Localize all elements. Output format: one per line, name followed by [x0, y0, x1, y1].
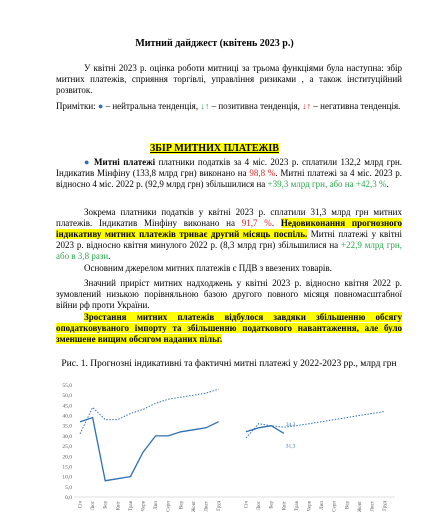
y-tick-label: 0,0: [65, 495, 72, 501]
x-tick-label-2022: Квіт: [116, 501, 122, 511]
indicative-percent-april: 91,7 %: [241, 218, 272, 228]
y-tick-label: 50,0: [62, 393, 72, 400]
customs-payments-label: Митні платежі: [94, 157, 156, 167]
p2-text-4: .: [108, 251, 111, 261]
x-tick-label-2022: Жовт: [191, 501, 197, 513]
indicative-percent-4m: 98,8 %: [249, 168, 276, 178]
x-tick-label-2022: Лют: [91, 501, 97, 511]
april-payments-paragraph: [56, 207, 402, 262]
p2-text-1: Зокрема платники податків у квітні 2023 р. сплатили 31,3 млрд грн митних платежів. Індикатив Мінфіну виконано на: [56, 207, 402, 228]
x-tick-label-2023-forecast: Черв: [307, 501, 313, 512]
x-tick-label-2022: Січ: [78, 501, 84, 509]
actual-april-label: 31,3: [285, 443, 296, 450]
y-tick-label: 30,0: [62, 433, 72, 440]
p1-text-1: платники податків за 4 міс. 2023 р. сплатили 132,2 млрд грн. Індикатив Мінфіну (133,8 млрд грн) виконано на: [56, 157, 403, 178]
growth-4m: +39,3 млрд грн, або на +42,3 %: [267, 179, 387, 189]
forecast-april-label: 34,3: [285, 422, 296, 429]
x-tick-label-2022: Лип: [154, 501, 160, 510]
neutral-bullet-icon: ●: [84, 157, 95, 167]
y-tick-label: 40,0: [62, 413, 72, 420]
y-tick-label: 35,0: [62, 423, 72, 430]
p2-text-2: .: [271, 218, 281, 228]
growth-reason-paragraph: Значний приріст митних надходжень у квітні 2023 р. відносно квітня 2022 р. зумовлений низькою порівняльною базою другого повного місяця повномасштабної війни рф проти України.: [56, 278, 402, 310]
x-tick-label-2023-forecast: Жовт: [357, 501, 363, 513]
x-tick-label-2022: Лист: [204, 501, 210, 512]
y-tick-label: 45,0: [62, 403, 72, 410]
actual-2022-line: [80, 418, 219, 481]
x-tick-label-2023-forecast: Груд: [383, 501, 389, 511]
section-heading: ЗБІР МИТНИХ ПЛАТЕЖІВ: [150, 143, 279, 154]
growth-factors-paragraph: [56, 312, 402, 345]
y-tick-label: 10,0: [62, 474, 72, 481]
x-tick-label-2022: Вер: [179, 501, 185, 510]
x-tick-label-2023-forecast: Трав: [294, 501, 300, 511]
page-title: Митний дайджест (квітень 2023 р.): [135, 38, 294, 49]
x-tick-label-2023: Квіт: [282, 501, 288, 511]
growth-april: +22,9 млрд грн, або в 3,8 рази: [56, 240, 402, 261]
negative-text: – негативна тенденція.: [311, 101, 401, 111]
neutral-dot-icon: ●: [97, 101, 104, 111]
x-tick-label-2022: Серп: [166, 501, 172, 512]
customs-payments-paragraph: [56, 157, 402, 190]
vat-paragraph: Основним джерелом митних платежів є ПДВ з ввезених товарів.: [84, 263, 332, 273]
y-tick-label: 15,0: [62, 464, 72, 471]
x-tick-label-2023-forecast: Вер: [345, 501, 351, 510]
y-tick-label: 20,0: [62, 454, 72, 461]
x-tick-label-2023-forecast: Серп: [332, 501, 338, 512]
growth-factors-highlight: Зростання митних платежів відбулося завдяки збільшенню обсягу оподатковуваного імпорту та збільшенню податкового навантаження, але було зменшене вищим обсягом наданих пільг.: [56, 312, 402, 344]
y-tick-label: 55,0: [62, 383, 72, 389]
x-tick-label-2023-forecast: Лип: [320, 501, 326, 510]
intro-paragraph: У квітні 2023 р. оцінка роботи митниці за трьома функціями була наступна: збір митних платежів, сприяння торгівлі, управління ризиками , а також інституційний розвиток.: [56, 63, 402, 95]
y-tick-label: 5,0: [65, 484, 72, 491]
positive-text: – позитивна тенденція,: [209, 101, 303, 111]
negative-arrows-icon: ↓↑: [302, 101, 312, 111]
x-tick-label-2022: Бер: [103, 501, 109, 509]
figure-caption: Рис. 1. Прогнозні індикативні та фактичні митні платежі у 2022-2023 рр., млрд грн: [61, 359, 397, 369]
x-tick-label-2023: Січ: [244, 501, 250, 509]
x-tick-label-2022: Груд: [217, 501, 223, 511]
y-tick-label: 25,0: [62, 444, 72, 451]
x-tick-label-2023-forecast: Лист: [370, 501, 376, 512]
p2-text-3: Митні платежі у квітні 2023 р. відносно квітня минулого 2022 р. (8,3 млрд грн) збільшилися на: [56, 229, 402, 250]
p1-text-2: . Митні платежі за 4 міс. 2023 р. відносно 4 міс. 2022 р. (92,9 млрд грн) збільшилися на: [56, 168, 403, 189]
notes-prefix: Примітки:: [56, 101, 98, 111]
underperformance-highlight: Недовиконання прогнозного індикативу митних платежів триває другий місяць поспіль.: [56, 218, 403, 239]
notes-paragraph: [56, 101, 402, 112]
p1-text-3: .: [386, 179, 389, 189]
x-tick-label-2023: Бер: [269, 501, 275, 509]
forecast-2022-line: [80, 389, 219, 434]
positive-arrows-icon: ↓↑: [200, 101, 210, 111]
actual-2023-line: [246, 426, 284, 434]
x-tick-label-2022: Черв: [141, 501, 147, 512]
neutral-text: – нейтральна тенденція,: [103, 101, 201, 111]
x-tick-label-2022: Трав: [128, 501, 134, 511]
forecast-2023-line: [246, 412, 385, 438]
x-tick-label-2023: Лют: [257, 501, 263, 511]
